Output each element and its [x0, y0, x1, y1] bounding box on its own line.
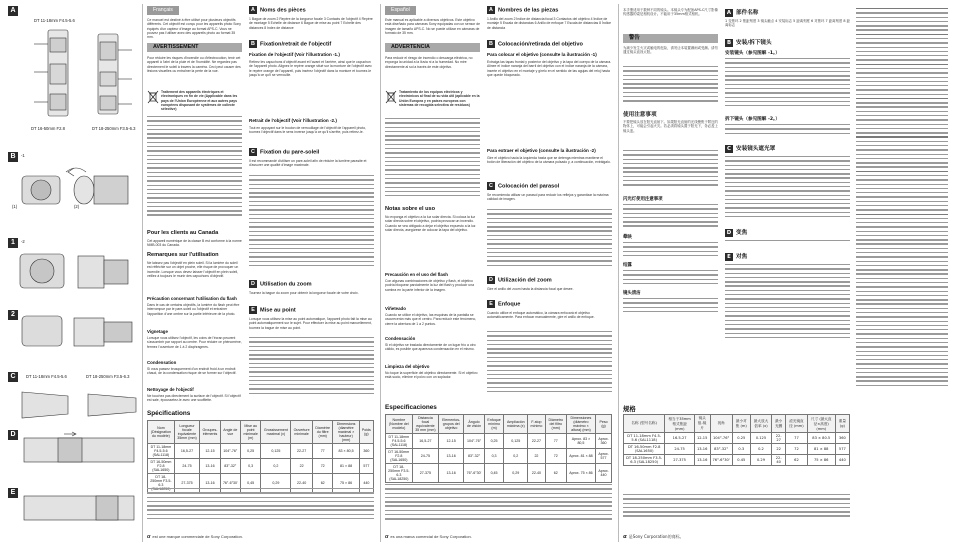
table-header-cell: Dimensiones (diámetro máximo × altura) (mm) [566, 415, 595, 434]
table-header-cell: Peso (g) [596, 415, 612, 434]
table-cell: DT 16-50mm F2.8 (SAL1650) [148, 459, 175, 474]
table-cell: 0,125 [261, 444, 291, 459]
table-cell: 81 × 88 [807, 444, 835, 455]
french-weee-text: Traitement des appareils électriques et électroniques en fin de vie (Applicable dans les pays de l'Union Européenne et aux autres pays européens disposant de systèmes de collecte sélective) [161, 90, 238, 112]
chinese-warning-text: 为减少发生火灾或触电的危险，请勿让本装置淋雨或受潮。请勿通过镜头直视太阳。 [623, 46, 718, 55]
zoom-letter: D [249, 280, 257, 288]
table-cell: DT 16-50mm F2.8 (SAL1650) [624, 444, 665, 455]
table-cell: 16.5-27 [665, 433, 694, 444]
table-cell: 0,45 [484, 464, 504, 483]
spanish-flash-text: Con algunas combinaciones de objetivo y flash, el objetivo podría bloquear parcialmente la luz del flash y producir una sombra en la parte inferior de la imagen. [385, 279, 474, 292]
parts-letter: A [726, 9, 732, 16]
chinese-attach-subheading: 安装镜头（参见图解 -1。） [725, 51, 780, 56]
chinese-focus-text [725, 264, 850, 344]
chinese-hood-text [725, 156, 850, 224]
table-header-cell: Groupes-éléments [200, 421, 221, 444]
spanish-vignetting-text: Cuando se utilice el objetivo, las esquinas de la pantalla se oscurecerán más que el centro. Para reducir este fenómeno, cierre la abertura de 1 a 2 puntos. [385, 313, 477, 326]
step-2-marker: 2 [8, 310, 18, 320]
table-header-cell: Mise au point minimale (m) [240, 421, 261, 444]
table-cell: 22-27 [772, 433, 786, 444]
table-cell: 75 × 86 [333, 474, 359, 493]
substep-2-label: (2) [74, 204, 80, 209]
lens-diagram-a [28, 24, 138, 124]
chinese-hood-heading: C 安装镜头遮光罩 [725, 144, 775, 153]
hood-diagram [18, 384, 140, 424]
spanish-notes-text: No exponga el objetivo a la luz solar directa. Si coloca la luz solar directa sobre el objetivo, podría provocar un incendio. Cuando se vea obligado a dejar el objetivo expuesto a la luz solar directa, asegúrese de colocar la tapa del objetivo. [385, 215, 476, 232]
table-cell: 13-16 [694, 455, 710, 466]
table-cell: 577 [835, 444, 849, 455]
substep-1-label: (1) [12, 204, 18, 209]
chinese-detach-subheading: 拆下镜头（参见图解 -2。） [725, 117, 780, 122]
table-cell: 22 [291, 459, 313, 474]
chinese-vignetting-text [623, 242, 718, 260]
spanish-flash-heading: Precaución en el uso del flash [385, 272, 448, 277]
step-b2-label: -2 [21, 239, 25, 244]
table-cell: DT 11-18mm F4.5-5.6 (SAL1118) [148, 444, 175, 459]
table-cell: 0,3 [484, 449, 504, 464]
french-specs-notes [147, 488, 374, 524]
parts-letter: A [249, 6, 257, 14]
table-header-cell: Longueur focale équivalente 35mm (mm) [174, 421, 199, 444]
chinese-condensation-heading: 结露 [623, 263, 632, 268]
chinese-specs-heading: 规格 [623, 405, 636, 413]
table-row [386, 449, 612, 464]
table-cell: 0,29 [504, 464, 528, 483]
table-cell: 0.45 [732, 455, 750, 466]
table-cell: Aprox. 83 × 80,5 [566, 434, 595, 449]
spanish-intro: Este manual es aplicable a diversos objetivos. Este objetivo está diseñado para cámaras Sony equipadas con un sensor de imagen de tamaño APS-C. No se puede utilizar en cámaras de formato de 35 mm. [385, 18, 480, 35]
table-cell: 22-27 [528, 434, 546, 449]
table-cell: 440 [359, 474, 373, 493]
spanish-warning-text: Para reducir el riesgo de incendio o descarga eléctrica, no exponga la unidad a la lluvia ni a la humedad. No mire directamente al sol a través de este objetivo. [385, 56, 473, 69]
spanish-zoom-text: Gire el anillo del zoom hasta la distancia focal que desee. [487, 287, 574, 291]
chinese-intro: 本手册适用于数种不同的镜头。本镜头专为配备APS-C尺寸影像传感器的索尼相机设计。不能用于35mm格式相机。 [623, 8, 718, 17]
attach-letter: B [487, 40, 495, 48]
french-focus-text: Lorsque vous utilisez la mise au point automatique, l'appareil photo fait la mise au point automatiquement sur le sujet. Pour effectuer la mise au point manuellement, tournez la bague de mise au point. [249, 317, 372, 330]
table-header-cell: Dimensions (diamètre maximal × hauteur) (mm) [333, 421, 359, 444]
french-remarks-heading: Remarques sur l'utilisation [147, 252, 219, 258]
spanish-zoom-heading: D Utilización del zoom [487, 276, 552, 284]
table-header-cell: 视角 [710, 415, 732, 433]
french-vignetting-heading: Vignetage [147, 329, 168, 334]
table-header-cell: Ouverture minimale [291, 421, 313, 444]
table-cell: 22 [772, 444, 786, 455]
table-header-cell: Nombre (Nombre del modelo) [386, 415, 413, 434]
table-header-cell: Angle de vue [220, 421, 240, 444]
chinese-warning-details [623, 66, 718, 106]
table-header-cell: Distancia focal equivalente 35 mm (mm) [412, 415, 438, 434]
french-focus-details [249, 337, 374, 399]
chinese-detach-text [725, 124, 850, 140]
spanish-notes-heading: Notas sobre el uso [385, 206, 436, 212]
table-cell: 22-40 [772, 455, 786, 466]
table-cell: DT 16-50mm F2.8 (SAL1650) [386, 449, 413, 464]
table-cell: 22-40 [291, 474, 313, 493]
spanish-recycling-text [385, 118, 480, 202]
chinese-zoom-heading: D 变焦 [726, 229, 748, 236]
spanish-hood-heading: C Colocación del parasol [487, 182, 559, 190]
table-header-cell: Poids (g) [359, 421, 373, 444]
spanish-parts-list: 1 Anillo del zoom 2 Índice de distancia focal 3 Contactos del objetivo 4 Índice de montaje 5 Escala de distancias 6 Anillo de enfoque 7 Escala de distancias 8 Índice de distancia [487, 17, 612, 30]
zoom-diagram [18, 430, 140, 470]
zoom-letter: D [726, 229, 732, 236]
column-divider [380, 4, 381, 542]
french-condensation-text: Si vous passez brusquement d'un endroit froid à un endroit chaud, de la condensation risque de se former sur l'objectif. [147, 367, 237, 376]
french-intro: Ce manuel est destiné à être utilisé pour plusieurs objectifs différents. Cet objectif est conçu pour les appareils photo Sony équipés d'un capteur d'image au format APS-C. Vous ne pouvez pas l'utiliser avec des appareils photo au format 35 mm. [147, 18, 241, 40]
table-cell: 0,25 [240, 444, 261, 459]
table-cell: 12-15 [694, 433, 710, 444]
spanish-detach-text: Gire el objetivo hacia la izquierda hasta que se detenga mientras mantiene el botón de liberación del objetivo de la cámara pulsado y, a continuación, extráigalo. [487, 156, 611, 165]
table-cell: 13-16 [439, 449, 464, 464]
table-cell: 0.125 [750, 433, 771, 444]
hood-letter: C [725, 145, 733, 153]
table-header-cell: 最大放大倍率 (x) [750, 415, 771, 433]
table-cell: 83°-32° [220, 459, 240, 474]
table-cell: 83°-32° [710, 444, 732, 455]
section-d-marker: D [8, 430, 18, 440]
table-cell: 0.3 [732, 444, 750, 455]
table-cell: 0,2 [504, 449, 528, 464]
spanish-cleaning-text: No toque la superficie del objetivo directamente. Si el objetivo está sucio, elimine el polvo con un soplador. [385, 371, 478, 380]
table-cell: 360 [835, 433, 849, 444]
table-cell: 76°-6°30' [464, 464, 485, 483]
weee-bin-icon [147, 90, 159, 104]
table-cell: 77 [312, 444, 333, 459]
table-cell: 24-75 [412, 449, 438, 464]
spanish-focus-heading: E Enfoque [487, 300, 520, 308]
table-cell: 83 × 80.5 [807, 433, 835, 444]
focus-letter: E [249, 306, 257, 314]
right-column-text [856, 8, 948, 398]
spanish-condensation-text: Si el objetivo se traslada directamente de un lugar frío a otro cálido, es posible que aparezca condensación en el mismo. [385, 343, 476, 352]
table-cell: 16,5-27 [174, 444, 199, 459]
lens-rotate-diagram [18, 310, 138, 354]
chinese-flash-heading: 闪光灯使用注意事项 [623, 197, 663, 202]
table-cell: 13-16 [694, 444, 710, 455]
table-cell: 72 [786, 444, 808, 455]
attach-letter: B [249, 40, 257, 48]
lens-label-c2: DT 18-250mm F3.5-6.3 [86, 374, 130, 379]
spanish-attach-heading: B Colocación/retirada del objetivo [487, 40, 583, 48]
chinese-notes-details [623, 150, 718, 190]
table-cell: 76°-6°30' [220, 474, 240, 493]
table-cell: 62 [312, 474, 333, 493]
table-cell: DT 18-250mm F3.5-6.3 (SAL18250) [386, 464, 413, 483]
table-header-cell: Ampliación máxima (x) [504, 415, 528, 434]
french-canada-heading: Pour les clients au Canada [147, 230, 219, 236]
parts-letter: A [487, 6, 495, 14]
table-cell: DT 11-18mm F4.5-5.6 (SAL1118) [624, 433, 665, 444]
lens-label-3: DT 18-250mm F3.5-6.3 [92, 126, 136, 131]
chinese-cleaning-text [623, 298, 718, 318]
spanish-attach-text: Extraiga las tapas frontal y posterior del objetivo y la tapa del cuerpo de la cámara. Alinee el índice naranja del barril del objetivo con el índice naranja de la cámara, inserte el objetivo en el montaje y gírelo en el sentido de las agujas del reloj hasta que quede bloqueado. [487, 60, 612, 77]
weee-bin-icon [385, 90, 397, 104]
french-specs-table [147, 420, 374, 493]
chinese-notes-heading: 使用注意事项 [623, 112, 657, 118]
table-cell: 0,2 [261, 459, 291, 474]
table-header-cell: 镜头组-镜片 [694, 415, 710, 433]
table-cell: 0.25 [732, 433, 750, 444]
table-cell: 24-75 [665, 444, 694, 455]
column-divider [142, 4, 143, 542]
table-cell: 22 [528, 449, 546, 464]
french-attach-subheading: Fixation de l'objectif (Voir l'illustration -1.) [249, 52, 340, 57]
french-canada-text: Cet appareil numérique de la classe B est conforme à la norme NMB-003 du Canada. [147, 239, 242, 248]
spanish-vignetting-heading: Viñeteado [385, 306, 406, 311]
alpha-logo: α [385, 534, 389, 540]
lens-detach-diagram [18, 244, 138, 304]
table-cell: 12-15 [439, 434, 464, 449]
chinese-parts-heading: A 部件名称 [726, 9, 759, 16]
chinese-specs-table [623, 414, 850, 466]
chinese-footer: α 是Sony Corporation的商标。 [623, 534, 684, 540]
table-cell: 16,5-27 [412, 434, 438, 449]
table-cell: Aprox. 81 × 88 [566, 449, 595, 464]
section-a-marker: A [8, 6, 18, 16]
table-header-cell: 名称 (型号名称) [624, 415, 665, 433]
table-cell: DT 18-250mm F3.5-6.3 (SAL18250) [624, 455, 665, 466]
spanish-hood-steps [487, 209, 612, 271]
table-cell: 0,3 [240, 459, 261, 474]
table-cell: Aprox. 360 [596, 434, 612, 449]
table-cell: 104°-76° [220, 444, 240, 459]
chinese-cleaning-heading: 镜头清洁 [623, 291, 641, 296]
french-attach-heading: B Fixation/retrait de l'objectif [249, 40, 331, 48]
spanish-hood-text: Se recomienda utilizar un parasol para reducir los reflejos y garantizar la máxima calidad de imagen. [487, 193, 609, 202]
table-cell: 72 [312, 459, 333, 474]
table-cell: Aprox. 577 [596, 449, 612, 464]
lens-attach-diagram [18, 162, 138, 232]
french-attach-text: Retirez les capuchons d'objectif avant et l'avant et l'arrière, ainsi que le capuchon de l'appareil photo. Alignez le repère orange situé sur la monture de l'objectif avec le repère orange de l'appareil, puis insérez l'objectif dans la monture et tournez-le jusqu'à ce qu'il se verrouille. [249, 60, 372, 77]
french-hood-steps [249, 175, 374, 275]
table-cell: 81 × 88 [333, 459, 359, 474]
focus-letter: E [725, 253, 733, 261]
spanish-warning-bar: ADVERTENCIA [385, 43, 480, 52]
table-cell: 577 [359, 459, 373, 474]
french-zoom-heading: D Utilisation du zoom [249, 280, 312, 288]
table-header-cell: Diamètre du filtre (mm) [312, 421, 333, 444]
french-footer: α est une marque commerciale de Sony Corporation. [147, 534, 243, 540]
table-header-row [386, 415, 612, 434]
table-cell: 440 [835, 455, 849, 466]
french-parts-list: 1 Bague de zoom 2 Repère de la longueur focale 3 Contacts de l'objectif 4 Repère de montage 5 Echelle de distance 6 Bague de mise au point 7 Echelle des distances 8 Index de distance [249, 17, 373, 30]
french-warning-bar: AVERTISSEMENT [147, 43, 242, 52]
table-header-cell: 滤光镜直径 (mm) [786, 415, 808, 433]
table-cell: 27-375 [412, 464, 438, 483]
table-cell: 0.2 [750, 444, 771, 455]
spanish-cleaning-heading: Limpieza del objetivo [385, 364, 430, 369]
table-header-cell: 重量 (g) [835, 415, 849, 433]
chinese-focus-heading: E 对焦 [725, 252, 747, 261]
section-e-marker: E [8, 488, 18, 498]
table-cell: DT 11-18mm F4.5-5.6 (SAL1118) [386, 434, 413, 449]
alpha-logo: α [147, 534, 151, 540]
table-header-row [624, 415, 850, 433]
chinese-attach-heading: B 安装/拆下镜头 [726, 39, 772, 46]
table-cell: 0,125 [504, 434, 528, 449]
table-row [624, 433, 850, 444]
table-cell: DT 18-250mm F3.5-6.3 [148, 474, 175, 493]
chinese-warning-bar: 警告 [623, 34, 718, 43]
table-row [386, 464, 612, 483]
focus-diagram [18, 488, 140, 528]
table-header-row [148, 421, 374, 444]
lens-label-2: DT 16-50mm F2.8 [31, 126, 65, 131]
table-cell: 83°-32° [464, 449, 485, 464]
table-cell: 360 [359, 444, 373, 459]
table-cell: Aprox. 440 [596, 464, 612, 483]
table-header-cell: Elementos-grupos del objetivo [439, 415, 464, 434]
hood-letter: C [249, 148, 257, 156]
table-cell: 0,25 [484, 434, 504, 449]
step-b1-label: -1 [21, 153, 25, 158]
french-hood-text: Il est recommandé d'utiliser un pare-soleil afin de réduire la lumière parasite et d'assurer une qualité d'image maximale. [249, 159, 367, 168]
table-cell: 83 × 80,5 [333, 444, 359, 459]
table-header-cell: 尺寸 (最大直径×高度) (mm) [807, 415, 835, 433]
spanish-specs-heading: Especificaciones [385, 404, 437, 411]
table-cell: 77 [545, 434, 566, 449]
table-cell: 12-15 [200, 444, 221, 459]
table-header-cell: Nom (Désignation du modèle) [148, 421, 175, 444]
spanish-attach-subheading: Para colocar el objetivo (consulte la ilustración -1) [487, 52, 597, 57]
french-warning-text: Pour réduire les risques d'incendie ou d'électrocution, tenir cet appareil à l'abri de la pluie et de l'humidité. Ne regardez pas directement le soleil à travers la caméra. Ceci peut causer des lésions visuelles ou entraîner la perte de la vue. [147, 56, 241, 73]
spanish-parts-heading: A Nombres de las piezas [487, 6, 558, 14]
french-recycling-text [147, 116, 242, 226]
french-flash-heading: Précaution concernant l'utilisation du flash [147, 296, 237, 301]
table-cell: 77 [786, 433, 808, 444]
french-cleaning-heading: Nettoyage de l'objectif [147, 387, 194, 392]
table-cell: 0.29 [750, 455, 771, 466]
french-vignetting-text: Lorsque vous utilisez l'objectif, les coins de l'écran peuvent s'assombrir par rapport au centre. Pour réduire ce phénomène, fermez l'ouverture de 1 à 2 diaphragmes. [147, 336, 242, 349]
table-cell: 76°-6°30' [710, 455, 732, 466]
french-tab: Français [147, 6, 179, 15]
spanish-specs-notes [385, 484, 612, 524]
chinese-parts-list: 1 变焦环 2 焦距刻度 3 镜头触点 4 安装标志 5 距离刻度 6 对焦环 7 距离刻度 8 距离标志 [725, 19, 850, 28]
table-cell: 13-16 [439, 464, 464, 483]
section-b-marker: B [8, 152, 18, 162]
attach-letter: B [726, 39, 732, 46]
table-cell: 24-75 [174, 459, 199, 474]
chinese-specs-notes [623, 494, 850, 524]
table-cell: 62 [545, 464, 566, 483]
french-flash-text: Dans le cas de certains objectifs, la lumière du flash peut être interrompue par le pare-soleil ou l'objectif et entraîner l'apparition d'une ombre sur la partie inférieure de la photo. [147, 303, 240, 316]
lens-label-1: DT 11-18mm F4.5-5.6 [34, 18, 75, 23]
table-cell: 72 [545, 449, 566, 464]
table-header-cell: Enfoque mínimo (m) [484, 415, 504, 434]
hood-letter: C [487, 182, 495, 190]
column-divider [618, 4, 619, 542]
table-row [148, 459, 374, 474]
chinese-condensation-text [623, 270, 718, 288]
french-remarks-text: Ne laissez pas l'objectif en plein soleil. Si la lumière du soleil est réfléchie sur un objet proche, elle risque de provoquer un incendie. Lorsque vous devez laisser l'objectif en plein soleil, veillez à toujours le munir des capuchons d'objectif. [147, 261, 239, 278]
table-header-cell: 最小光圈 [772, 415, 786, 433]
table-cell: 22-27 [291, 444, 313, 459]
alpha-logo: α [623, 534, 627, 540]
chinese-vignetting-heading: 晕映 [623, 235, 632, 240]
spanish-weee-text: Tratamiento de los equipos eléctricos y electrónicos al final de su vida útil (aplicable en la Unión Europea y en países europeos con sistemas de recogida selectiva de residuos) [399, 90, 480, 107]
spanish-tab: Español [385, 6, 416, 15]
chinese-notes-text: 不要把镜头放在阳光直射下。如果阳光直射的光线聚焦于附近的物体上，可能会引起火灾。若必须将镜头置于阳光下，务必盖上镜头盖。 [623, 120, 718, 133]
chinese-flash-text [623, 204, 718, 230]
spanish-focus-text: Cuando utilice el enfoque automático, la cámara enfocará el objetivo automáticamente. Para enfocar manualmente, gire el anillo de enfoque. [487, 311, 595, 320]
spanish-footer: α es una marca comercial de Sony Corporation. [385, 534, 472, 540]
table-cell: 104°-76° [464, 434, 485, 449]
french-parts-heading: A Noms des pièces [249, 6, 306, 14]
zoom-letter: D [487, 276, 495, 284]
table-cell: 13-16 [200, 474, 221, 493]
table-cell: 0,29 [261, 474, 291, 493]
table-cell: 27-375 [174, 474, 199, 493]
table-cell: 62 [786, 455, 808, 466]
step-b2-marker: 1 [8, 238, 18, 248]
table-row [148, 444, 374, 459]
french-focus-heading: E Mise au point [249, 306, 296, 314]
french-zoom-text: Tournez la bague du zoom pour obtenir la longueur focale de votre choix. [249, 291, 359, 295]
chinese-attach-text [725, 58, 850, 112]
spanish-specs-table [385, 414, 612, 483]
focus-letter: E [487, 300, 495, 308]
spanish-focus-details [487, 331, 612, 397]
chinese-zoom-text [725, 240, 850, 248]
table-cell: 27-375 [665, 455, 694, 466]
table-header-cell: 最小对焦 (m) [732, 415, 750, 433]
table-header-cell: Diámetro del filtro (mm) [545, 415, 566, 434]
table-row [624, 444, 850, 455]
table-cell: Aprox. 75 × 86 [566, 464, 595, 483]
spanish-condensation-heading: Condensación [385, 336, 416, 341]
french-condensation-heading: Condensation [147, 360, 177, 365]
table-header-cell: 相当于35mm格式焦距 (mm) [665, 415, 694, 433]
lens-label-c1: DT 11-18mm F4.5-5.6 [26, 374, 67, 379]
table-cell: 75 × 86 [807, 455, 835, 466]
table-header-cell: Grossissement maximal (x) [261, 421, 291, 444]
table-cell: 22-40 [528, 464, 546, 483]
table-cell: 13-16 [200, 459, 221, 474]
french-detach-text: Tout en appuyant sur le bouton de verrouillage de l'objectif de l'appareil photo, tournez l'objectif dans le sens inverse jusqu'à ce qu'il s'arrête, puis retirez-le. [249, 126, 367, 135]
spanish-detach-subheading: Para extraer el objetivo (consulte la ilustración -2) [487, 148, 596, 153]
table-header-cell: Ángulo de visión [464, 415, 485, 434]
french-hood-heading: C Fixation du pare-soleil [249, 148, 319, 156]
table-cell: 0,45 [240, 474, 261, 493]
french-detach-subheading: Retrait de l'objectif (Voir l'illustration -2.) [249, 118, 337, 123]
table-row [386, 434, 612, 449]
table-row [624, 455, 850, 466]
french-cleaning-text: Ne touchez pas directement la surface de l'objectif. Si l'objectif est sale, époussetez-le avec une soufflette. [147, 394, 241, 403]
table-cell: 104°-76° [710, 433, 732, 444]
section-c-marker: C [8, 372, 18, 382]
french-specs-heading: Spécifications [147, 410, 191, 417]
table-header-cell: F-stop mínimo [528, 415, 546, 434]
